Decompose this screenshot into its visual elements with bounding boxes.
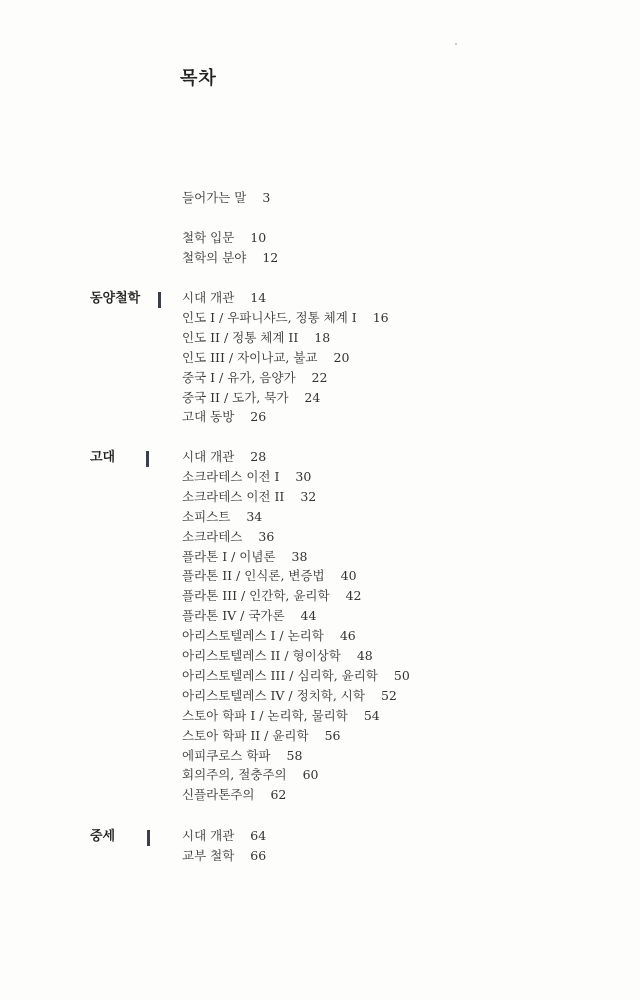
entry-page-number: 48 bbox=[356, 648, 373, 663]
toc-entry bbox=[182, 646, 373, 666]
toc-entry bbox=[182, 527, 274, 547]
entry-page-number: 16 bbox=[372, 309, 389, 325]
toc-entry bbox=[182, 765, 318, 785]
entry-page-number: 64 bbox=[250, 828, 267, 843]
entry-title: 인도 I / 우파니샤드, 정통 체계 I bbox=[182, 309, 357, 325]
paper-speck bbox=[455, 43, 457, 45]
entry-page-number: 20 bbox=[333, 349, 350, 365]
entry-title: 고대 동방 bbox=[182, 409, 235, 425]
toc-entry bbox=[182, 547, 307, 567]
toc-entry bbox=[182, 746, 302, 766]
entry-title: 소크라테스 이전 I bbox=[182, 468, 280, 484]
toc-entry bbox=[182, 686, 397, 706]
entry-page-number: 3 bbox=[262, 190, 271, 205]
entry-page-number: 60 bbox=[302, 767, 319, 783]
entry-page-number: 56 bbox=[324, 727, 341, 743]
entry-title: 아리스토텔레스 III / 심리학, 윤리학 bbox=[182, 667, 378, 683]
entry-page-number: 28 bbox=[250, 449, 267, 464]
entry-page-number: 52 bbox=[380, 687, 397, 703]
entry-title: 인도 II / 정통 체계 II bbox=[182, 329, 299, 345]
entry-page-number: 18 bbox=[314, 329, 331, 345]
entry-title: 철학의 분야 bbox=[182, 250, 247, 265]
section-label: 동양철학 bbox=[90, 291, 141, 306]
intro-entry bbox=[182, 248, 278, 268]
section-marker-bar bbox=[147, 830, 150, 846]
entry-page-number: 22 bbox=[311, 369, 328, 385]
toc-entry bbox=[182, 308, 389, 328]
toc-entry bbox=[182, 706, 380, 726]
entry-title: 신플라톤주의 bbox=[182, 787, 255, 803]
entry-title: 플라톤 II / 인식론, 변증법 bbox=[182, 568, 325, 584]
section-marker-bar bbox=[158, 292, 161, 308]
entry-title: 아리스토텔레스 I / 논리학 bbox=[182, 628, 324, 644]
toc-entry bbox=[182, 566, 357, 586]
entry-page-number: 30 bbox=[295, 468, 312, 484]
section-label: 중세 bbox=[90, 829, 116, 844]
entry-title: 스토아 학파 II / 윤리학 bbox=[182, 727, 309, 743]
entry-page-number: 10 bbox=[250, 230, 267, 245]
entry-page-number: 24 bbox=[304, 389, 321, 405]
entry-title: 아리스토텔레스 II / 형이상학 bbox=[182, 648, 341, 663]
toc-entry bbox=[182, 467, 311, 487]
entry-page-number: 32 bbox=[300, 488, 317, 504]
toc-entry bbox=[182, 368, 327, 388]
entry-page-number: 42 bbox=[345, 588, 362, 604]
section-label: 고대 bbox=[90, 450, 116, 465]
entry-title: 철학 입문 bbox=[182, 230, 235, 245]
entry-page-number: 38 bbox=[291, 548, 308, 564]
intro-entry bbox=[182, 188, 270, 208]
entry-page-number: 12 bbox=[262, 250, 279, 265]
entry-title: 에피쿠로스 학파 bbox=[182, 747, 271, 763]
intro-entry bbox=[182, 228, 266, 248]
entry-page-number: 66 bbox=[250, 847, 267, 863]
page-title: 목차 bbox=[180, 68, 217, 89]
toc-entry bbox=[182, 288, 266, 308]
entry-title: 시대 개관 bbox=[182, 290, 235, 305]
entry-title: 시대 개관 bbox=[182, 449, 235, 464]
toc-entry bbox=[182, 826, 266, 846]
entry-page-number: 26 bbox=[250, 409, 267, 425]
entry-page-number: 58 bbox=[286, 747, 303, 763]
toc-entry bbox=[182, 726, 341, 746]
toc-entry bbox=[182, 328, 330, 348]
entry-page-number: 62 bbox=[270, 787, 287, 803]
entry-title: 소크라테스 이전 II bbox=[182, 488, 285, 504]
entry-title: 스토아 학파 I / 논리학, 물리학 bbox=[182, 707, 348, 723]
toc-entry bbox=[182, 626, 356, 646]
entry-page-number: 40 bbox=[340, 568, 357, 584]
entry-title: 소크라테스 bbox=[182, 528, 243, 544]
entry-page-number: 46 bbox=[339, 628, 356, 644]
entry-page-number: 54 bbox=[363, 707, 380, 723]
entry-title: 플라톤 IV / 국가론 bbox=[182, 608, 285, 624]
entry-page-number: 44 bbox=[300, 608, 317, 624]
entry-page-number: 34 bbox=[246, 508, 263, 524]
entry-title: 플라톤 I / 이념론 bbox=[182, 548, 276, 564]
toc-entry bbox=[182, 407, 266, 427]
toc-entry bbox=[182, 507, 262, 527]
toc-entry bbox=[182, 785, 286, 805]
entry-title: 소피스트 bbox=[182, 508, 231, 524]
toc-entry bbox=[182, 348, 349, 368]
entry-page-number: 36 bbox=[258, 528, 275, 544]
toc-entry bbox=[182, 388, 320, 408]
entry-page-number: 14 bbox=[250, 290, 267, 305]
entry-title: 플라톤 III / 인간학, 윤리학 bbox=[182, 588, 330, 604]
toc-entry bbox=[182, 846, 266, 866]
entry-title: 교부 철학 bbox=[182, 847, 235, 863]
toc-entry bbox=[182, 586, 361, 606]
entry-title: 인도 III / 자이나교, 불교 bbox=[182, 349, 318, 365]
toc-entry bbox=[182, 487, 316, 507]
entry-title: 아리스토텔레스 IV / 정치학, 시학 bbox=[182, 687, 365, 703]
toc-entry bbox=[182, 606, 316, 626]
section-marker-bar bbox=[146, 451, 149, 467]
entry-title: 들어가는 말 bbox=[182, 190, 247, 205]
toc-entry bbox=[182, 447, 266, 467]
entry-title: 시대 개관 bbox=[182, 828, 235, 843]
entry-page-number: 50 bbox=[393, 667, 410, 683]
entry-title: 중국 II / 도가, 묵가 bbox=[182, 389, 289, 405]
entry-title: 회의주의, 절충주의 bbox=[182, 767, 287, 783]
toc-entry bbox=[182, 666, 410, 686]
entry-title: 중국 I / 유가, 음양가 bbox=[182, 369, 296, 385]
